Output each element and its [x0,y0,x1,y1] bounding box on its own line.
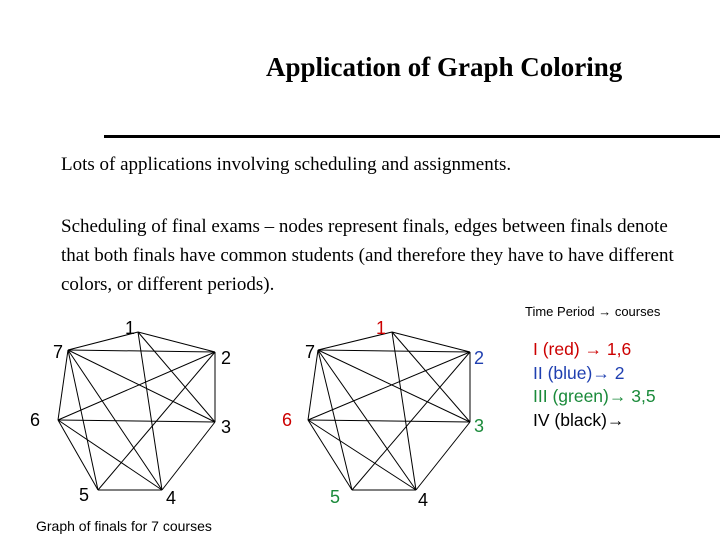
graph-edge-3-7 [68,350,215,422]
graph-edge-4-6 [58,420,162,490]
graph-edge-5-6 [308,420,352,490]
graph-edge-2-7 [68,350,215,352]
graph-right [282,318,484,510]
page-title: Application of Graph Coloring [266,52,623,82]
node-label-6: 6 [282,410,293,430]
legend-item-black: IV (black)→ [533,409,625,430]
graph-edge-2-6 [58,352,215,420]
node-label-5: 5 [330,487,341,507]
graph-edge-3-7 [318,350,470,422]
graph-edge-3-6 [308,420,470,422]
legend-item-green: III (green)→ 3,5 [533,386,656,406]
intro-text: Lots of applications involving scheduling and assignments. [61,154,512,175]
graph-edge-1-2 [138,332,215,352]
node-label-4: 4 [418,490,429,510]
node-label-2: 2 [474,348,485,368]
node-label-5: 5 [79,485,90,505]
node-label-7: 7 [305,342,316,362]
graph-caption: Graph of finals for 7 courses [36,518,212,534]
node-label-6: 6 [30,410,41,430]
node-label-4: 4 [166,488,177,508]
graph-edge-1-2 [392,332,470,352]
node-label-3: 3 [221,417,232,437]
color-legend [533,338,656,432]
graph-edge-5-6 [58,420,98,490]
graph-edge-3-6 [58,420,215,422]
legend-item-blue: II (blue)→ 2 [533,362,625,383]
legend-item-red: I (red) → 1,6 [533,339,632,359]
description-paragraph: Scheduling of final exams – nodes represent finals, edges between finals denote that both finals have common students (and therefore they have to have different colors, or different periods). [61,216,674,295]
graph-edge-3-4 [162,422,215,490]
node-label-3: 3 [474,416,485,436]
node-label-1: 1 [376,318,387,338]
graph-edge-2-7 [318,350,470,352]
node-label-1: 1 [125,318,136,338]
graph-edge-4-6 [308,420,416,490]
node-label-7: 7 [53,342,64,362]
graph-edge-3-4 [416,422,470,490]
time-period-label: Time Period → courses [525,304,661,319]
graph-left [30,318,231,508]
node-label-2: 2 [221,348,232,368]
